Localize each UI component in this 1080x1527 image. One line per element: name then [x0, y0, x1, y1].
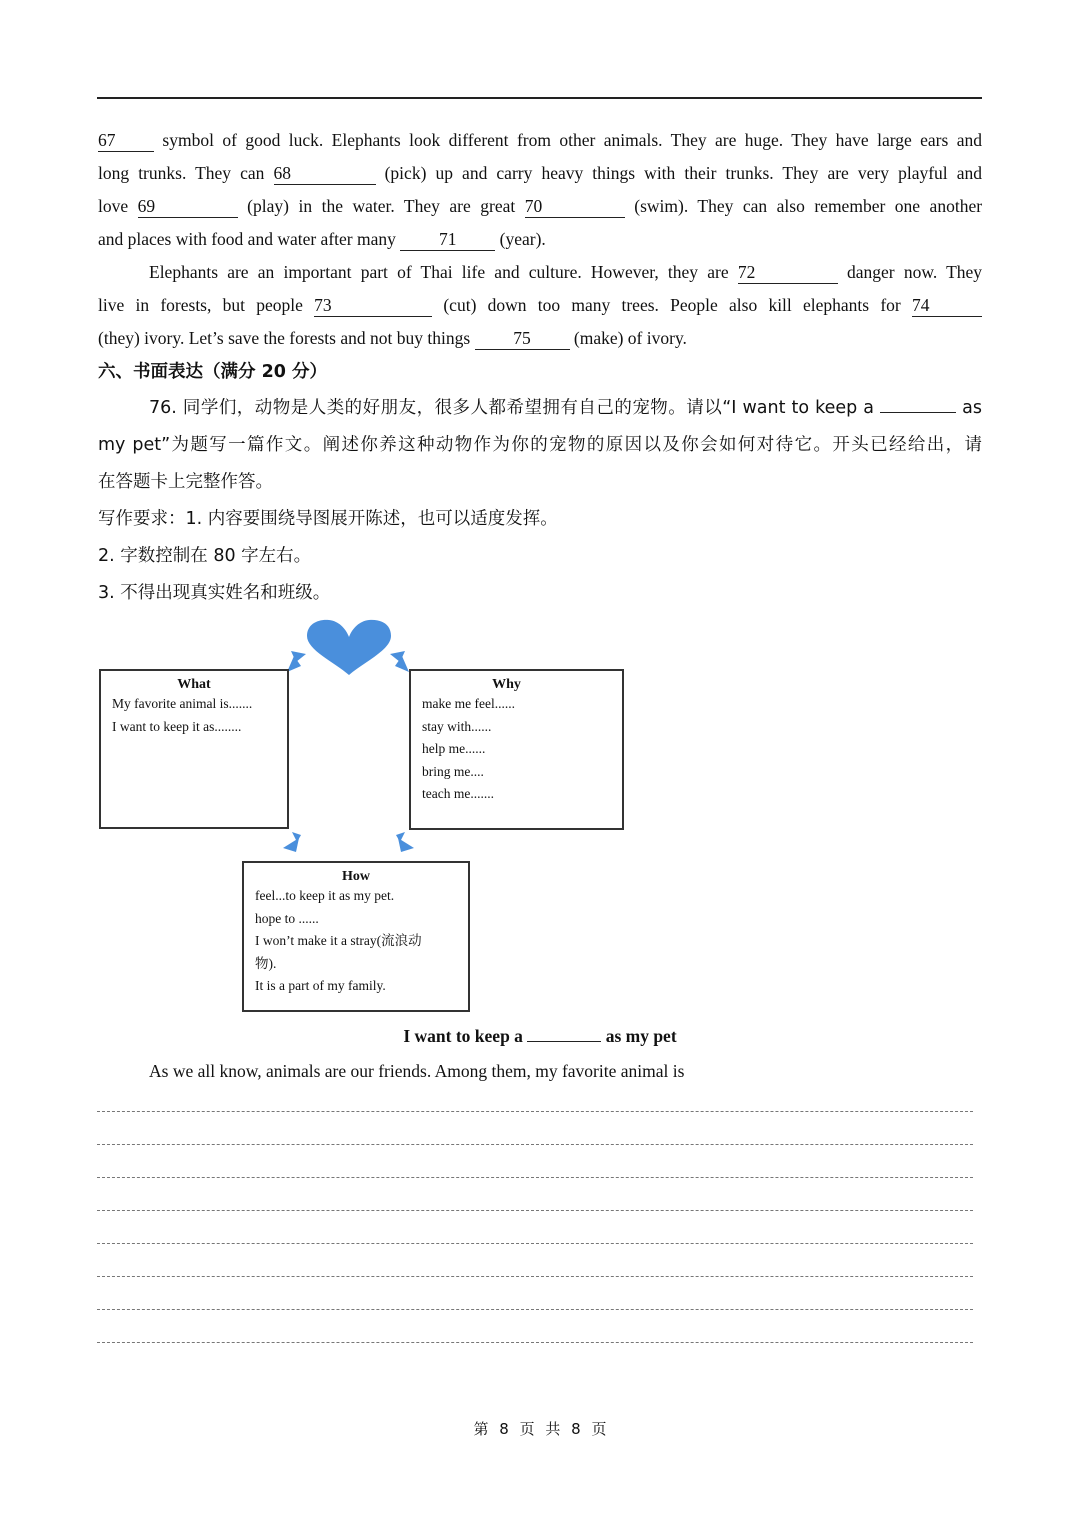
requirement-2: 2. 字数控制在 80 字左右。 — [98, 546, 312, 566]
how-line: 物). — [255, 955, 277, 971]
writing-line[interactable] — [97, 1111, 973, 1112]
how-line: It is a part of my family. — [255, 978, 386, 993]
arrow-to-how-left-icon — [283, 832, 301, 852]
essay-title-text: as my pet — [605, 1026, 677, 1046]
cloze-text: (cut) down too many trees. People also kill elephants for — [443, 295, 901, 315]
how-line: hope to ...... — [255, 910, 319, 926]
writing-line[interactable] — [97, 1276, 973, 1277]
essay-title-blank[interactable] — [527, 1041, 601, 1042]
writing-line[interactable] — [97, 1309, 973, 1310]
writing-line[interactable] — [97, 1144, 973, 1145]
heart-icon — [307, 620, 391, 675]
writing-line[interactable] — [97, 1243, 973, 1244]
cloze-text: live in forests, but people — [98, 295, 303, 315]
essay-starter: As we all know, animals are our friends. Among them, my favorite animal is — [149, 1061, 685, 1081]
blank-68[interactable]: 68 — [274, 162, 376, 185]
writing-line[interactable] — [97, 1177, 973, 1178]
prompt-line-3: 在答题卡上完整作答。 — [98, 472, 273, 492]
mindmap-what-box — [99, 669, 289, 829]
mindmap-why-box — [409, 669, 624, 830]
cloze-text: (swim). They can also remember one another — [634, 196, 983, 216]
why-line: help me...... — [422, 741, 486, 756]
arrow-to-how-right-icon — [396, 832, 414, 852]
blank-71[interactable]: 71 — [400, 228, 495, 251]
blank-75[interactable]: 75 — [475, 327, 570, 350]
writing-line[interactable] — [97, 1210, 973, 1211]
why-line: stay with...... — [422, 718, 492, 734]
cloze-text: (make) of ivory. — [573, 328, 687, 348]
section-heading: 六、书面表达（满分 20 分） — [98, 362, 328, 382]
essay-title — [0, 1026, 1080, 1047]
writing-line[interactable] — [97, 1342, 973, 1343]
essay-title-text: I want to keep a — [403, 1026, 523, 1046]
blank-72[interactable]: 72 — [738, 261, 838, 284]
why-line: bring me.... — [422, 763, 484, 779]
cloze-text: love — [98, 196, 129, 216]
cloze-text: (pick) up and carry heavy things with their trunks. They are very playful and — [384, 163, 983, 183]
prompt-text: 76. 同学们，动物是人类的好朋友，很多人都希望拥有自己的宠物。请以“I want to keep a — [149, 398, 875, 418]
how-title: How — [342, 869, 370, 884]
cloze-text: danger now. They — [847, 262, 983, 282]
why-line: teach me....... — [422, 786, 494, 801]
blank-73[interactable]: 73 — [314, 294, 432, 317]
mindmap-how-box — [242, 861, 470, 1012]
requirement-3: 3. 不得出现真实姓名和班级。 — [98, 583, 331, 603]
why-title: Why — [492, 677, 521, 692]
page-footer: 第 8 页 共 8 页 — [473, 1420, 607, 1438]
blank-70[interactable]: 70 — [525, 195, 625, 218]
cloze-text: Elephants are an important part of Thai life and culture. However, they are — [149, 262, 729, 282]
cloze-text: and places with food and water after many — [98, 229, 396, 249]
cloze-text: symbol of good luck. Elephants look different from other animals. They are huge. They have large ears and — [162, 130, 982, 150]
blank-69[interactable]: 69 — [138, 195, 238, 218]
how-line: feel...to keep it as my pet. — [255, 888, 395, 903]
requirement-1: 写作要求：1. 内容要围绕导图展开陈述，也可以适度发挥。 — [98, 509, 558, 529]
cloze-text: (they) ivory. Let’s save the forests and not buy things — [98, 328, 471, 348]
blank-74[interactable]: 74 — [912, 294, 982, 317]
arrow-to-what-icon — [287, 651, 306, 672]
what-title: What — [177, 677, 211, 692]
what-line: My favorite animal is....... — [112, 696, 253, 711]
arrow-to-why-icon — [390, 651, 409, 672]
how-line: I won’t make it a stray(流浪动 — [255, 933, 422, 948]
blank-67[interactable]: 67 — [98, 129, 154, 152]
what-line: I want to keep it as........ — [112, 718, 242, 734]
prompt-line-2: my pet”为题写一篇作文。阐述你养这种动物作为你的宠物的原因以及你会如何对待它。开头已经给出，请 — [98, 435, 982, 455]
cloze-text: (year). — [499, 229, 546, 249]
cloze-text: long trunks. They can — [98, 163, 265, 183]
why-line: make me feel...... — [422, 696, 515, 711]
prompt-text: as — [962, 398, 982, 418]
cloze-text: (play) in the water. They are great — [247, 196, 516, 216]
